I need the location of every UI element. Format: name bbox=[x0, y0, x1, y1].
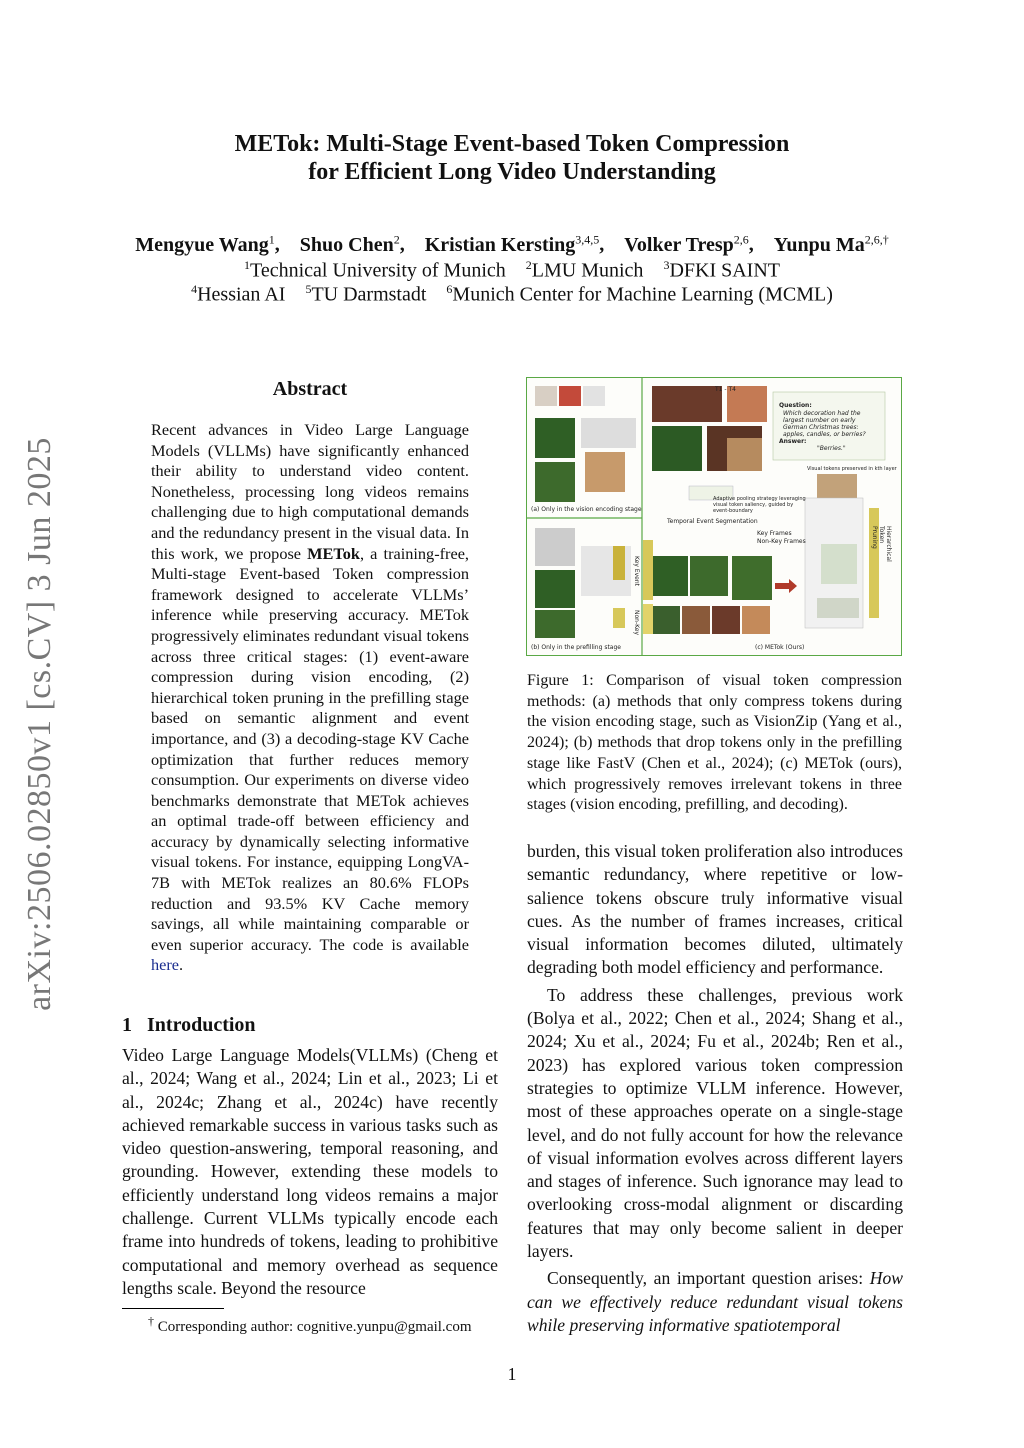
footnote-mark: † bbox=[148, 1314, 154, 1328]
author-affil-mark: 3,4,5 bbox=[575, 232, 600, 246]
question-text: Which decoration had the largest number on early German Christmas trees: apples, candles, or berries? bbox=[783, 410, 866, 438]
author-affil-mark: 2,6,† bbox=[864, 232, 889, 246]
paragraph: burden, this visual token proliferation also introduces semantic redundancy, where repetitive or low-salience tokens obscure truly informative visual cues. As the number of frames increases, critical visual information becomes diluted, ultimately degrading both model efficiency and performance. bbox=[527, 841, 903, 978]
affil-mark: 5 bbox=[305, 282, 312, 296]
paper-title bbox=[0, 130, 1024, 186]
question-label: Question: bbox=[779, 402, 812, 409]
affil-mark: 3 bbox=[663, 258, 670, 272]
section-title: Introduction bbox=[147, 1014, 256, 1036]
answer-text: "Berries." bbox=[817, 445, 846, 452]
affiliation: DFKI SAINT bbox=[669, 259, 780, 282]
intro-paragraph: Video Large Language Models(VLLMs) (Cheng et al., 2024; Wang et al., 2024; Lin et al., 2023; Li et al., 2024c; Zhang et al., 2024c) have recently achieved remarkable success in various tasks such as video question-answering, temporal reasoning, and grounding. However, extending these models to efficiently understand long videos remains a major challenge. Current VLLMs typically encode each frame into hundreds of tokens, leading to prohibitive computational and memory overhead as sequence lengths scale. Beyond the resource bbox=[122, 1045, 498, 1298]
event-seg-label: Temporal Event Segmentation bbox=[667, 518, 758, 525]
abstract-text: Multi-stage Event-based Token compression framework designed to accelerate VLLMs’ inference while preserving accuracy. METok progressively eliminates redundant visual tokens across three critical stages: (1) event-aware compression during vision encoding, (2) hierarchical token pruning in the prefilling stage based on semantic alignment and event importance, and (3) a decoding-stage KV Cache optimization that further reduces memory consumption. Our experiments on diverse video benchmarks demonstrate that METok achieves an optimal trade-off between efficiency and accuracy by dynamically selecting informative visual tokens. For instance, equipping LongVA-7B with METok realizes an 80.6% FLOPs reduction and 93.5% KV Cache memory savings, all while maintaining comparable or even superior accuracy. The code is available bbox=[151, 564, 469, 954]
panel-b-label: (b) Only in the prefilling stage bbox=[531, 644, 621, 651]
affil-mark: 6 bbox=[446, 282, 453, 296]
affil-mark: 4 bbox=[191, 282, 198, 296]
htp-label: Hierarchical Token Pruning bbox=[871, 526, 892, 562]
panel-a-frames bbox=[535, 386, 636, 502]
affiliation-line-2 bbox=[0, 282, 1024, 307]
nonkey-frames-legend: Non-Key Frames bbox=[757, 538, 806, 545]
right-column bbox=[527, 840, 903, 1337]
author: Volker Tresp$^{2,6}$ bbox=[624, 232, 749, 256]
figure-caption: Figure 1: Comparison of visual token compression methods: (a) methods that only compress tokens during the vision encoding stage, such as VisionZip (Yang et al., 2024); (b) methods that drop tokens only in the prefilling stage like FastV (Chen et al., 2024); (c) METok (ours), which progressively removes irrelevant tokens in three stages (vision encoding, prefilling, and decoding). bbox=[527, 672, 902, 814]
author: Yunpu $Ma^{2,6,\dagger}$ bbox=[773, 232, 889, 256]
figure-1 bbox=[526, 377, 902, 656]
answer-label: Answer: bbox=[779, 438, 807, 445]
research-question: How can we effectively reduce redundant visual tokens while preserving informative spatiotemporal bbox=[527, 1268, 903, 1335]
key-event-label: Key Event bbox=[633, 556, 640, 586]
adaptive-note: Adaptive pooling strategy leveraging visual token saliency, guided by event-boundary bbox=[713, 496, 806, 514]
affil-mark: 1 bbox=[244, 258, 250, 272]
footnote bbox=[148, 1314, 472, 1336]
affiliation: Hessian AI bbox=[197, 283, 286, 306]
abstract-text: Recent advances in Video Large Language Models (VLLMs) have significantly enhanced their ability to understand video content. Nonetheless, processing long videos remains challenging due to high computational demands and the redundancy present in the visual data. In this work, we propose bbox=[151, 420, 469, 563]
paragraph bbox=[527, 1267, 903, 1337]
affiliation-line-1 bbox=[0, 258, 1024, 283]
footnote-rule bbox=[122, 1308, 224, 1309]
author-affil-mark: 1 bbox=[268, 232, 275, 246]
affiliation: LMU Munich bbox=[531, 259, 644, 282]
section-number: 1 bbox=[122, 1014, 132, 1036]
affiliation: Munich Center for Machine Learning (MCML) bbox=[452, 283, 833, 306]
panel-c-label: (c) METok (Ours) bbox=[755, 644, 805, 651]
title-line-2: for Efficient Long Video Understanding bbox=[308, 159, 716, 185]
affiliation: Technical University of Munich bbox=[250, 259, 506, 282]
code-link[interactable]: here bbox=[151, 955, 180, 975]
arxiv-stamp: arXiv:2506.02850v1 [cs.CV] 3 Jun 2025 bbox=[21, 437, 58, 1011]
paragraph-text: Consequently, an important question arises: bbox=[547, 1268, 870, 1289]
non-key-label: Non-Key bbox=[633, 610, 640, 636]
footnote-text: Corresponding author: cognitive.yunpu@gmail.com bbox=[157, 1319, 472, 1335]
title-line-1: METok: Multi-Stage Event-based Token Compression bbox=[234, 131, 790, 157]
author-list: Mengyue Wang$^1$, Shuo Chen$^2$, Kristian Kersting$^{3,4,5}$, Volker Tresp$^{2,6}$, Yunpu $Ma^{2,6,\dagger}$ bbox=[135, 232, 889, 256]
section-heading bbox=[122, 1014, 256, 1037]
abstract-heading: Abstract bbox=[272, 378, 348, 400]
author-affil-mark: 2 bbox=[393, 232, 400, 246]
author: Mengyue Wang$^1$ bbox=[135, 232, 275, 256]
pruned-note: Visual tokens preserved in kth layer bbox=[807, 466, 897, 472]
abstract-method-name: METok bbox=[307, 543, 360, 563]
paragraph: To address these challenges, previous work (Bolya et al., 2022; Chen et al., 2024; Shang et al., 2024; Xu et al., 2024; Fu et al., 2024b; Ren et al., 2023) has explored various token compression strategies to optimize VLLM inference. However, most of these approaches operate on a single-stage level, and do not fully account for how the relevance of visual information evolves across different layers and stages of inference. Such ignorance may lead to overlooking cross-modal alignment or discarding features that may only become salient in deeper layers. bbox=[527, 984, 903, 1262]
page-number: 1 bbox=[507, 1364, 517, 1384]
key-frames-legend: Key Frames bbox=[757, 530, 792, 537]
affiliation: TU Darmstadt bbox=[311, 283, 427, 306]
time-label: T1 - T4 bbox=[715, 386, 736, 393]
abstract-body: Recent advances in Video Large Language Models (VLLMs) have significantly enhanced their ability to understand video content. Nonetheless, processing long videos remains challenging due to high computational demands and the redundancy present in the visual data. In this work, we propose METok, a training-free, Multi-stage Event-based Token compression framework designed to accelerate VLLMs’ inference while preserving accuracy. METok progressively eliminates redundant visual tokens across three critical stages: (1) event-aware compression during vision encoding, (2) hierarchical token pruning in the prefilling stage based on semantic alignment and event importance, and (3) a decoding-stage KV Cache optimization that further reduces memory consumption. Our experiments on diverse video benchmarks demonstrate that METok achieves an optimal trade-off between efficiency and accuracy by dynamically selecting informative visual tokens. For instance, equipping LongVA-7B with METok realizes an 80.6% FLOPs reduction and 93.5% KV Cache memory savings, all while maintaining comparable or even superior accuracy. The code is available here. bbox=[151, 420, 469, 975]
author: Kristian Kersting$^{3,4,5}$ bbox=[424, 232, 600, 256]
panel-a-label: (a) Only in the vision encoding stage bbox=[531, 506, 642, 513]
author-affil-mark: 2,6 bbox=[733, 232, 749, 246]
affil-mark: 2 bbox=[525, 258, 532, 272]
panel-b-frames bbox=[535, 528, 631, 638]
author: Shuo Chen$^2$ bbox=[299, 232, 400, 256]
abstract-text: , a training-free, bbox=[359, 543, 469, 563]
